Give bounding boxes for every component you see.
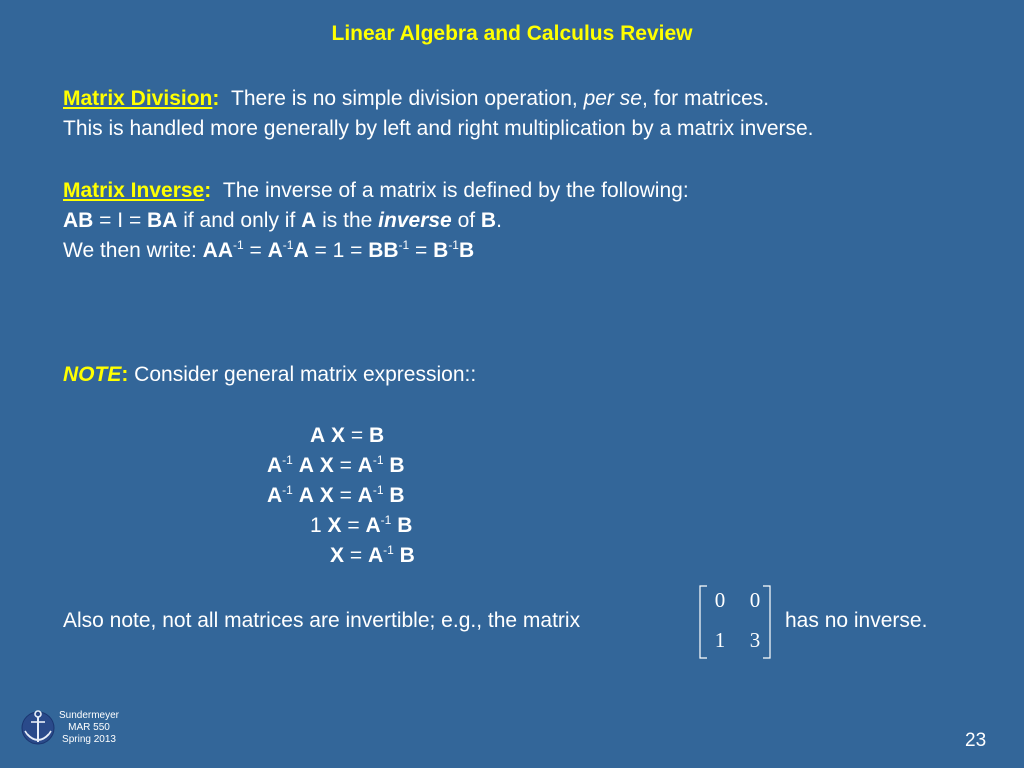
note-label: NOTE xyxy=(63,363,122,386)
eq3-a: A xyxy=(298,484,314,507)
eq2-exp-2: -1 xyxy=(372,453,384,467)
w-aa: AA xyxy=(202,239,234,262)
eq2-a: A xyxy=(298,454,314,477)
eq5-eq: = xyxy=(349,544,363,567)
footer-term: Spring 2013 xyxy=(62,734,116,745)
inverse-text: The inverse of a matrix is defined by the following: xyxy=(222,179,689,202)
def-a: A xyxy=(301,209,317,232)
footer-course: MAR 550 xyxy=(68,722,110,733)
write-prefix: We then write: xyxy=(63,239,203,262)
eq1-eq: = xyxy=(350,424,364,447)
eq3-a-inv: A xyxy=(267,484,283,507)
matrix-cell-0-0: 0 xyxy=(714,588,726,612)
def-eq1: = I = xyxy=(93,209,148,232)
eq1-x: X xyxy=(331,424,346,447)
inverse-line-1 xyxy=(63,178,689,204)
eq3-a-rhs: A xyxy=(357,484,373,507)
matrix-cell-0-1: 0 xyxy=(749,588,761,612)
w-eq: = xyxy=(243,239,268,262)
inverse-definition xyxy=(63,208,502,234)
w-exp-2: -1 xyxy=(282,238,294,252)
def-b: B xyxy=(480,209,497,232)
eq3-b: B xyxy=(389,484,405,507)
example-matrix xyxy=(695,585,775,659)
equation-4 xyxy=(310,513,412,539)
eq2-b: B xyxy=(389,454,405,477)
eq1-b: B xyxy=(368,424,385,447)
eq3-eq: = xyxy=(339,484,352,507)
division-text-2: , for matrices. xyxy=(641,87,770,110)
def-of: of xyxy=(451,209,481,232)
eq2-x: X xyxy=(319,454,334,477)
w-bb: BB xyxy=(368,239,399,262)
eq3-x: X xyxy=(319,484,334,507)
inverse-label: Matrix Inverse xyxy=(63,179,205,202)
anchor-icon xyxy=(20,706,56,752)
w-eq1: = 1 = xyxy=(308,239,369,262)
w-b2: B xyxy=(458,239,475,262)
eq3-exp-1: -1 xyxy=(282,483,293,497)
eq4-b: B xyxy=(397,514,413,537)
def-end: . xyxy=(496,209,502,232)
division-colon: : xyxy=(212,87,220,110)
def-mid: if and only if xyxy=(177,209,302,232)
equation-3 xyxy=(267,483,405,509)
footer-info xyxy=(52,710,126,746)
def-is: is the xyxy=(316,209,379,232)
equation-2 xyxy=(267,453,405,479)
matrix-cell-1-1: 3 xyxy=(749,628,761,652)
w-a2: A xyxy=(293,239,309,262)
eq4-exp: -1 xyxy=(380,513,392,527)
eq3-exp-2: -1 xyxy=(372,483,384,497)
eq4-x: X xyxy=(327,514,342,537)
inverse-colon: : xyxy=(204,179,212,202)
eq4-one: 1 xyxy=(310,514,322,537)
note-text: Consider general matrix expression:: xyxy=(128,363,477,386)
eq2-eq: = xyxy=(339,454,352,477)
eq4-eq: = xyxy=(347,514,360,537)
w-exp-4: -1 xyxy=(448,238,459,252)
w-exp-3: -1 xyxy=(398,238,410,252)
eq2-a-rhs: A xyxy=(357,454,373,477)
slide-title: Linear Algebra and Calculus Review xyxy=(331,22,693,45)
eq4-a: A xyxy=(365,514,381,537)
division-line-2: This is handled more generally by left and right multiplication by a matrix inverse. xyxy=(63,117,814,140)
division-label: Matrix Division xyxy=(63,87,213,110)
eq5-x: X xyxy=(330,544,345,567)
w-exp-1: -1 xyxy=(233,238,244,252)
w-b: B xyxy=(433,239,449,262)
page-number: 23 xyxy=(965,730,987,751)
w-a: A xyxy=(267,239,283,262)
also-note-suffix: has no inverse. xyxy=(785,609,928,632)
division-italic: per se xyxy=(583,87,642,110)
def-ab: AB xyxy=(63,209,94,232)
note-line xyxy=(63,362,476,388)
def-ba: BA xyxy=(147,209,178,232)
eq2-a-inv: A xyxy=(267,454,283,477)
inverse-write xyxy=(63,238,474,264)
equation-1 xyxy=(310,423,384,449)
eq2-exp-1: -1 xyxy=(282,453,293,467)
division-text-1: There is no simple division operation, xyxy=(231,87,584,110)
matrix-cell-1-0: 1 xyxy=(714,628,726,652)
eq5-a: A xyxy=(367,544,384,567)
footer-author: Sundermeyer xyxy=(58,710,120,721)
also-note-prefix: Also note, not all matrices are invertible; e.g., the matrix xyxy=(63,609,581,632)
division-line-1 xyxy=(63,86,769,112)
eq1-a: A xyxy=(310,424,326,447)
w-eq2: = xyxy=(409,239,434,262)
note-colon: : xyxy=(121,363,129,386)
eq5-b: B xyxy=(399,544,415,567)
equation-5 xyxy=(330,543,415,569)
def-inverse: inverse xyxy=(378,209,452,232)
eq5-exp: -1 xyxy=(383,543,394,557)
